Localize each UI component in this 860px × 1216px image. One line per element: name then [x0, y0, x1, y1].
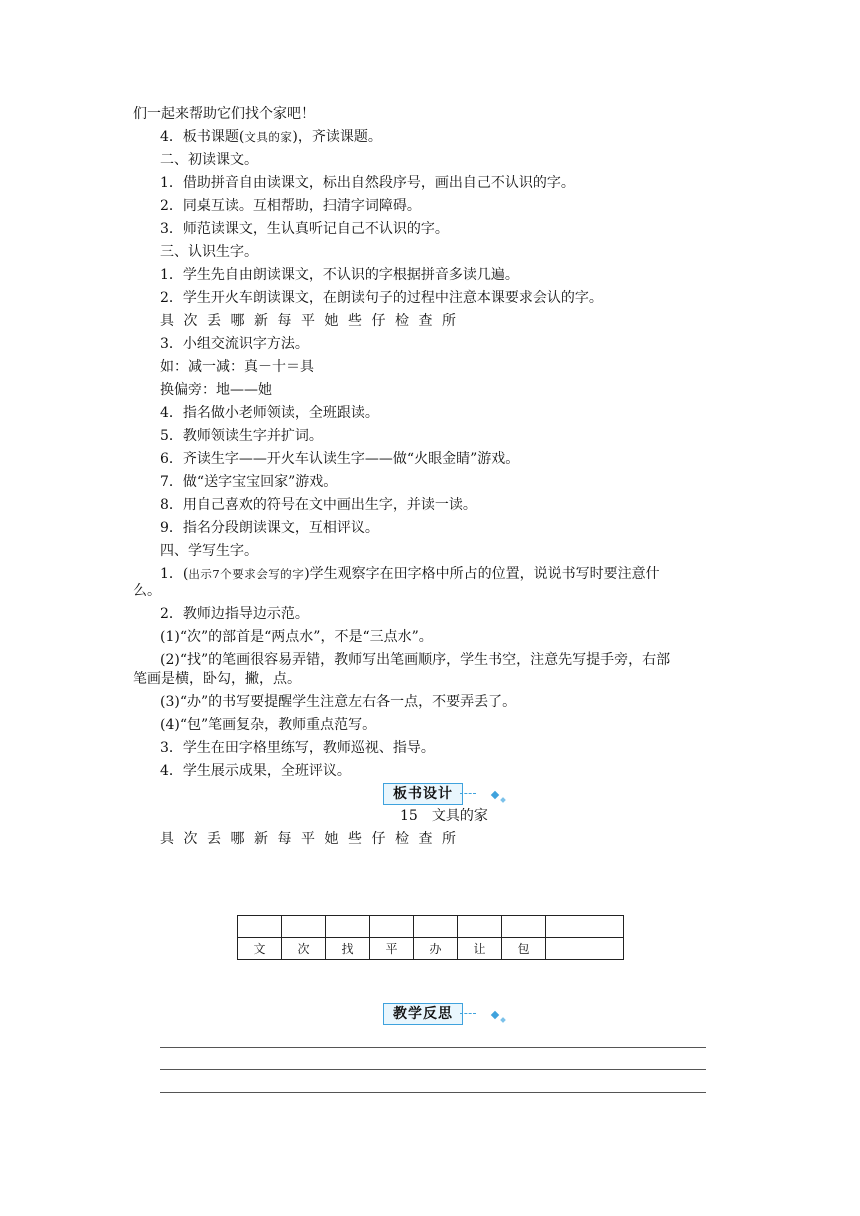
char: 丢 [207, 831, 221, 847]
reflection-line [160, 1092, 706, 1093]
banner-ornament [500, 1017, 506, 1023]
char: 检 [395, 831, 409, 847]
write-chars-table [237, 915, 624, 960]
text-line: 3．师范读课文，生认真听记自己不认识的字。 [160, 221, 449, 237]
text-line: 4．学生展示成果，全班评议。 [160, 763, 351, 779]
char: 查 [418, 831, 433, 847]
text-line: 换偏旁：地——她 [160, 382, 272, 398]
char: 新 [254, 831, 268, 847]
reflection-line [160, 1069, 706, 1070]
char: 仔 [371, 831, 386, 847]
reflection-line [160, 1047, 706, 1048]
text-line [160, 126, 382, 148]
char: 丢 [207, 313, 221, 329]
table-cell: 办 [414, 938, 458, 960]
text-line: 们一起来帮助它们找个家吧！ [133, 106, 315, 122]
table-cell [546, 938, 624, 960]
board-chars-row [160, 828, 466, 850]
char: 些 [348, 313, 362, 329]
section-heading: 三、认识生字。 [160, 244, 258, 260]
char: 每 [277, 313, 292, 329]
table-cell: 包 [502, 938, 546, 960]
text-line: 6．齐读生字——开火车认读生字——做“火眼金睛”游戏。 [160, 451, 520, 467]
table-cell [502, 916, 546, 938]
char: 检 [395, 313, 409, 329]
text-line: 2．同桌互读。互相帮助，扫清字词障碍。 [160, 198, 421, 214]
reflection-banner: 教学反思 [383, 1003, 463, 1025]
banner-ornament [500, 797, 506, 803]
char: 仔 [371, 313, 386, 329]
char: 她 [324, 313, 339, 329]
text-line: 么。 [133, 583, 161, 599]
text-segment-small: 出示7个要求会写的字 [188, 567, 305, 581]
table-cell: 让 [458, 938, 502, 960]
char: 哪 [230, 313, 245, 329]
table-cell: 次 [282, 938, 326, 960]
table-cell: 平 [370, 938, 414, 960]
banner-ornament [491, 791, 499, 799]
text-line: 2．教师边指导边示范。 [160, 606, 309, 622]
table-cell [326, 916, 370, 938]
table-row [238, 938, 624, 960]
table-cell [546, 916, 624, 938]
text-line: 8．用自己喜欢的符号在文中画出生字，并读一读。 [160, 497, 477, 513]
text-segment: 1．( [160, 566, 189, 582]
board-title: 15 文具的家 [400, 808, 488, 824]
table-cell: 找 [326, 938, 370, 960]
text-line: 3．小组交流识字方法。 [160, 336, 309, 352]
table-cell [370, 916, 414, 938]
recognize-chars-row [160, 310, 466, 332]
char: 每 [277, 831, 292, 847]
char: 平 [301, 313, 315, 329]
text-line: 1．学生先自由朗读课文，不认识的字根据拼音多读几遍。 [160, 267, 519, 283]
text-segment: )，齐读课题。 [292, 129, 382, 145]
table-cell: 文 [238, 938, 282, 960]
section-heading: 二、初读课文。 [160, 152, 258, 168]
text-line: 如：减一减：真－十＝具 [160, 359, 314, 375]
section-heading: 四、学写生字。 [160, 543, 258, 559]
char: 具 [160, 831, 174, 847]
char: 些 [348, 831, 362, 847]
char: 所 [442, 831, 456, 847]
char: 次 [183, 831, 198, 847]
text-line: 笔画是横，卧勾，撇，点。 [133, 671, 301, 687]
board-design-banner: 板书设计 [383, 783, 463, 805]
text-line: 9．指名分段朗读课文，互相评议。 [160, 520, 379, 536]
table-row [238, 916, 624, 938]
text-line: 1．借助拼音自由读课文，标出自然段序号，画出自己不认识的字。 [160, 175, 575, 191]
text-line [160, 563, 660, 585]
char: 平 [301, 831, 315, 847]
text-segment: )学生观察字在田字格中所占的位置，说说书写时要注意什 [304, 566, 660, 582]
banner-ornament [491, 1011, 499, 1019]
char: 具 [160, 313, 174, 329]
char: 所 [442, 313, 456, 329]
table-cell [282, 916, 326, 938]
text-line: (1)“次”的部首是“两点水”，不是“三点水”。 [160, 629, 433, 645]
char: 次 [183, 313, 198, 329]
text-line: (4)“包”笔画复杂，教师重点范写。 [160, 717, 377, 733]
text-line: 2．学生开火车朗读课文，在朗读句子的过程中注意本课要求会认的字。 [160, 290, 603, 306]
text-line: 7．做“送字宝宝回家”游戏。 [160, 474, 338, 490]
char: 新 [254, 313, 268, 329]
text-segment-small: 文具的家 [244, 130, 293, 144]
table-cell [238, 916, 282, 938]
text-line: 3．学生在田字格里练写，教师巡视、指导。 [160, 740, 435, 756]
char: 哪 [230, 831, 245, 847]
char: 她 [324, 831, 339, 847]
text-line: (2)“找”的笔画很容易弄错，教师写出笔画顺序，学生书空，注意先写提手旁，右部 [160, 652, 671, 668]
text-line: 4．指名做小老师领读，全班跟读。 [160, 405, 379, 421]
text-line: 5．教师领读生字并扩词。 [160, 428, 323, 444]
table-cell [458, 916, 502, 938]
char: 查 [418, 313, 433, 329]
text-segment: 4．板书课题( [160, 129, 245, 145]
text-line: (3)“办”的书写要提醒学生注意左右各一点，不要弄丢了。 [160, 694, 517, 710]
table-cell [414, 916, 458, 938]
